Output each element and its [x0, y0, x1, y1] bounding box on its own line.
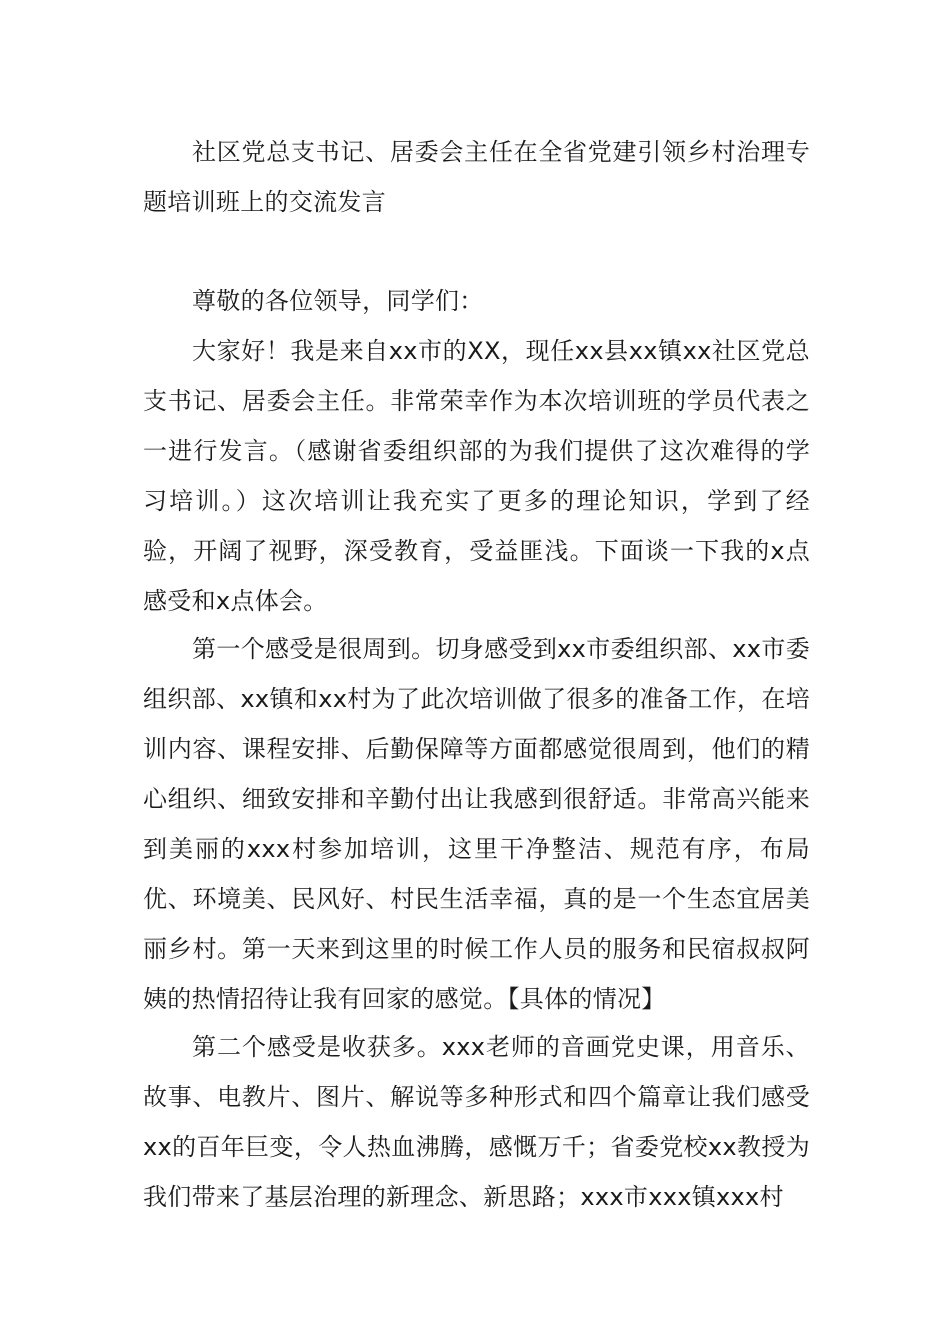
greeting: 尊敬的各位领导，同学们： [192, 287, 484, 315]
document-title: 社区党总支书记、居委会主任在全省党建引领乡村治理专题培训班上的交流发言 [143, 138, 810, 216]
paragraph-first-feeling: 第一个感受是很周到。切身感受到xx市委组织部、xx市委组织部、xx镇和xx村为了此次培训做了很多的准备工作，在培训内容、课程安排、后勤保障等方面都感觉很周到，他们的精心组织、细致安排和辛勤付出让我感到很舒适。非常高兴能来到美丽的xxx村参加培训，这里干净整洁、规范有序，布局优、环境美、民风好、村民生活幸福，真的是一个生态宜居美丽乡村。第一天来到这里的时候工作人员的服务和民宿叔叔阿姨的热情招待让我有回家的感觉。【具体的情况】 [143, 635, 810, 1013]
paragraph-second-feeling: 第二个感受是收获多。xxx老师的音画党史课，用音乐、故事、电教片、图片、解说等多种形式和四个篇章让我们感受xx的百年巨变，令人热血沸腾，感慨万千；省委党校xx教授为我们带来了基层治理的新理念、新思路；xxx市xxx镇xxx村 [143, 1033, 810, 1211]
paragraph-intro: 大家好！我是来自xx市的XX，现任xx县xx镇xx社区党总支书记、居委会主任。非常荣幸作为本次培训班的学员代表之一进行发言。（感谢省委组织部的为我们提供了这次难得的学习培训。）这次培训让我充实了更多的理论知识，学到了经验，开阔了视野，深受教育，受益匪浅。下面谈一下我的x点感受和x点体会。 [143, 337, 810, 615]
